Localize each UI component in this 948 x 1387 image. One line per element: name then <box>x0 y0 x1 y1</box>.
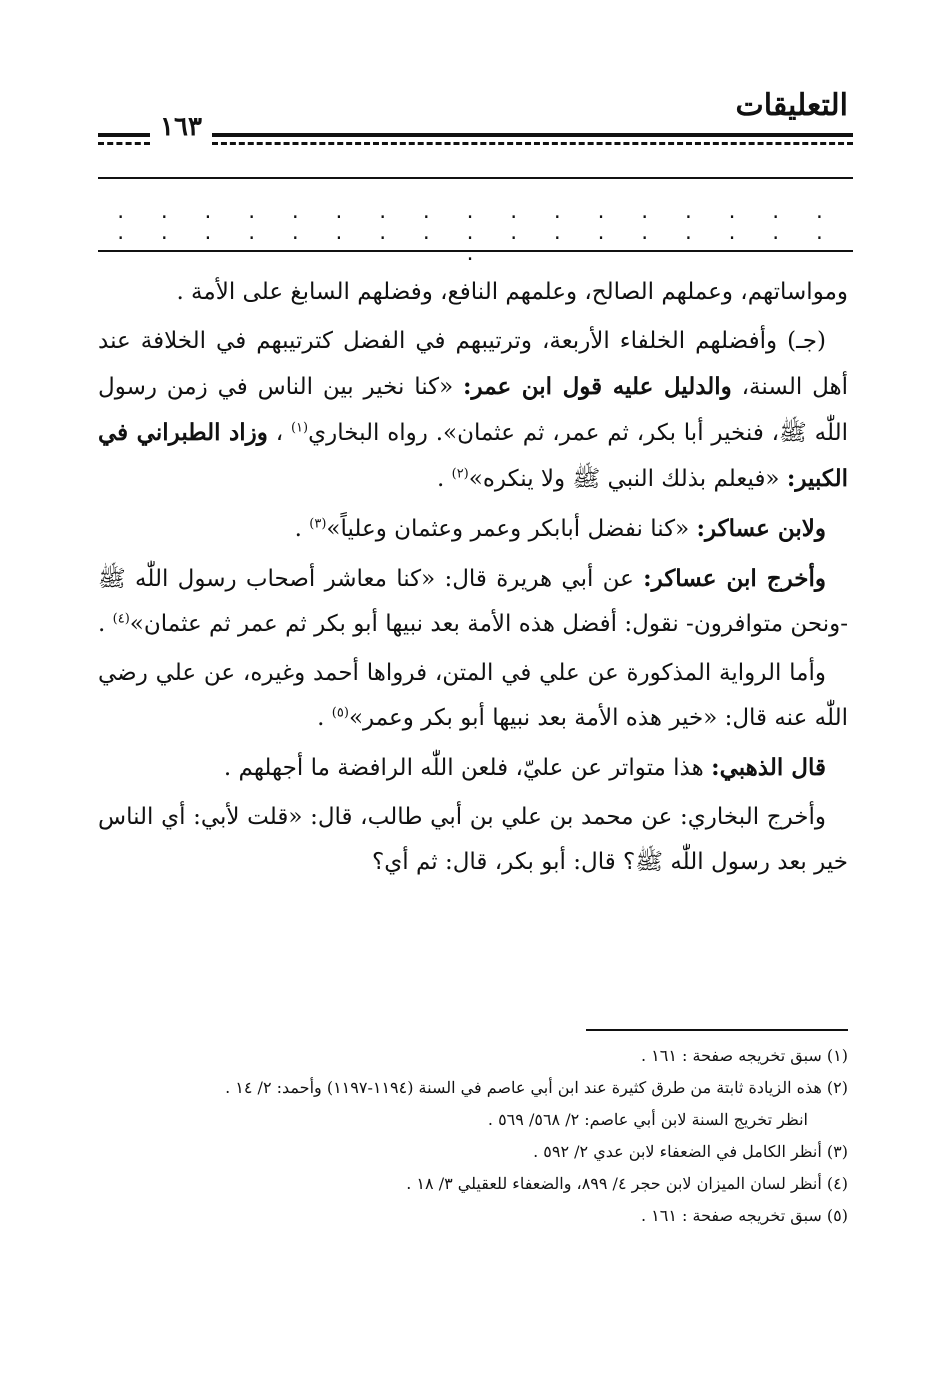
paragraph-4 <box>98 556 848 647</box>
footnote-3: (٣) أنظر الكامل في الضعفاء لابن عدي ٢/ ٥٩٢ . <box>533 1142 848 1161</box>
paragraph-5 <box>98 651 848 741</box>
p5-text-a: وأما الرواية المذكورة عن علي في المتن، فرواها أحمد وغيره، عن علي رضي اللّٰه عنه قال: «خير هذه الأمة بعد نبيها أبو بكر وعمر» <box>98 660 848 731</box>
p4-bold-ibn-asakir: وأخرج ابن عساكر: <box>643 565 826 592</box>
footnote-2-continuation: انظر تخريج السنة لابن أبي عاصم: ٢/ ٥٦٨/ ٥٦٩ . <box>487 1110 808 1129</box>
p3-bold-ibn-asakir: ولابن عساكر: <box>696 515 826 542</box>
matn-ellipsis: . . . . . . . . . . . . . . . . . . . . . . . . . . . . . . . . . . . <box>115 202 836 265</box>
footnote-ref-5[interactable]: (٥) <box>331 705 349 721</box>
paragraph-7-text: وأخرج البخاري: عن محمد بن علي بن أبي طالب، قال: «قلت لأبي: أي الناس خير بعد رسول اللّٰه ﷺ؟ قال: أبو بكر، قال: ثم أي؟ <box>98 804 848 875</box>
p2-text-g: . <box>436 466 452 492</box>
footnote-4: (٤) أنظر لسان الميزان لابن حجر ٤/ ٨٩٩، والضعفاء للعقيلي ٣/ ١٨ . <box>406 1174 848 1193</box>
footnote-ref-3[interactable]: (٣) <box>309 516 327 532</box>
matn-bottom-rule <box>98 250 853 252</box>
paragraph-6 <box>98 745 848 791</box>
p6-bold-dhahabi: قال الذهبي: <box>711 754 826 781</box>
running-header-title: التعليقات <box>735 88 848 123</box>
p2-bold-tabarani: وزاد الطبراني في الكبير: <box>98 419 848 492</box>
p3-text-b: «كنا نفضل أبابكر وعمر وعثمان وعلياً» <box>326 516 697 542</box>
page-number: ١٦٣ <box>160 112 202 142</box>
p6-text-b: هذا متواتر عن عليّ، فلعن اللّٰه الرافضة ما أجهلهم . <box>223 755 712 781</box>
footnote-1: (١) سبق تخريجه صفحة : ١٦١ . <box>641 1046 848 1065</box>
p2-text-c: «كنا نخير بين الناس في زمن رسول اللّٰه ﷺ، فنخير أبا بكر، ثم عمر، ثم عثمان». رواه البخاري <box>98 374 849 446</box>
footnote-separator <box>586 1029 848 1031</box>
footnotes <box>98 1040 848 1232</box>
paragraph-2 <box>98 319 848 502</box>
commentary-body <box>98 270 848 889</box>
p4-text-b: عن أبي هريرة قال: «كنا معاشر أصحاب رسول اللّٰه ﷺ -ونحن متوافرون- نقول: أفضل هذه الأمة بعد نبيها أبو بكر ثم عمر ثم عثمان» <box>98 566 848 637</box>
p2-text-a: (جـ) وأفضلهم الخلفاء الأربعة، وترتيبهم في الفضل كترتيبهم في الخلافة عند أهل السنة، <box>98 328 849 400</box>
p2-text-f: «فيعلم بذلك النبي ﷺ ولا ينكره» <box>468 466 787 492</box>
p2-text-d: ، <box>267 420 291 446</box>
p3-text-c: . <box>294 516 310 542</box>
p4-text-c: . <box>98 611 113 637</box>
paragraph-1-text: ومواساتهم، وعملهم الصالح، وعلمهم النافع، وفضلهم السابغ على الأمة . <box>176 279 848 305</box>
paragraph-1 <box>98 270 848 315</box>
footnote-ref-1[interactable]: (١) <box>290 420 309 436</box>
footnote-2: (٢) هذه الزيادة ثابتة من طرق كثيرة عند ابن أبي عاصم في السنة (١١٩٤-١١٩٧) وأحمد: ٢/ ١٤ . <box>225 1078 848 1097</box>
matn-top-rule <box>98 177 853 179</box>
header-rule <box>212 133 853 142</box>
footnote-ref-2[interactable]: (٢) <box>451 466 469 482</box>
footnote-5: (٥) سبق تخريجه صفحة : ١٦١ . <box>641 1206 848 1225</box>
header-rule-left <box>98 133 150 142</box>
p2-bold-evidence: والدليل عليه قول ابن عمر: <box>463 373 732 400</box>
paragraph-7 <box>98 795 848 885</box>
footnote-ref-4[interactable]: (٤) <box>112 611 130 627</box>
paragraph-3 <box>98 506 848 552</box>
p5-text-b: . <box>317 705 332 731</box>
